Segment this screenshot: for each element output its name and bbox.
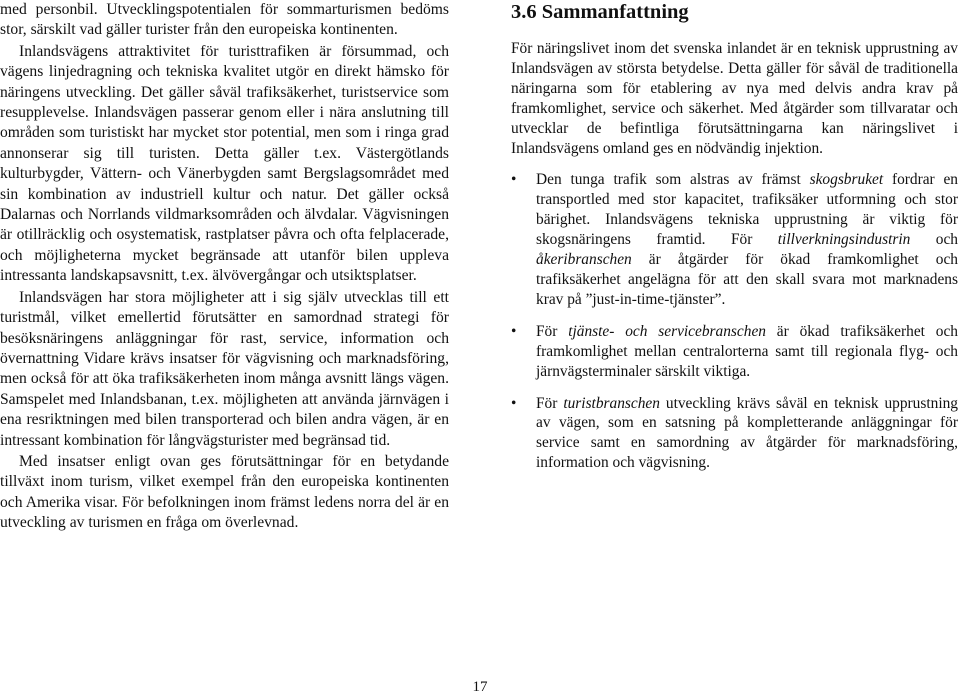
bullet-icon: •: [511, 322, 517, 340]
list-item-text: Den tunga trafik som alstras av främst: [536, 171, 810, 189]
list-item-emphasis: turistbranschen: [563, 394, 660, 412]
paragraph-2: Inlandsvägens attraktivitet för turisttrafiken är försummad, och vägens linjedragning och tekniska kvalitet utgör en direkt hämsko för näringens utveckling. Det gäller såväl trafiksäkerhet, turistservice som resupplevelse. Inlandsvägen passerar genom eller i nära anslutning till områden som turistiskt har mycket stor potential, men som i ringa grad annonserar sig till turisten. Detta gäller t.ex. Västergötlands kulturbygder, Vättern- och Vänerbygden samt Bergslagsområdet med sin kombination av industriell kultur och natur. Det gäller också Dalarnas och Norrlands vildmarksområden och älvdalar. Vägvisningen är otillräcklig och osystematisk, rastplatser påvra och ofta felplacerade, och möjligheterna mycket begränsade att utanför bilen uppleva intressanta landskapsavsnitt, t.ex. älvövergångar och utsiktsplatser.: [0, 42, 449, 285]
list-item: [511, 170, 958, 309]
bullet-icon: •: [511, 394, 517, 412]
paragraph-4: Med insatser enligt ovan ges förutsättningar för en betydande tillväxt inom turism, vilket exempel från den europeiska kontinenten och Amerika visar. För befolkningen inom främst ledens norra del är en utveckling av turismen en fråga om överlevnad.: [0, 452, 449, 532]
list-item: [511, 394, 958, 474]
summary-intro: För näringslivet inom det svenska inlandet är en teknisk upprustning av Inlandsvägen av största betydelse. Detta gäller för såväl de traditionella näringarna som för etablering av nya med delvis andra krav på framkomlighet, service och säkerhet. Med åtgärder som tillvaratar och utvecklar de befintliga förutsättningarna kan näringslivet i Inlandsvägens omland ges en nödvändig injektion.: [511, 40, 958, 157]
right-column: [511, 0, 958, 473]
list-item-emphasis: åkeribranschen: [536, 251, 632, 269]
list-item-emphasis: tjänste- och servicebranschen: [568, 322, 766, 340]
page-number: 17: [472, 679, 488, 695]
list-item-emphasis: tillverkningsindustrin: [777, 231, 911, 249]
bullet-icon: •: [511, 171, 517, 189]
list-item-text: För: [536, 394, 564, 412]
list-item: [511, 322, 958, 382]
list-item-text: och: [910, 231, 958, 249]
list-item-text: är ökad trafiksäkerhet och framkomlighet mellan centralorterna samt till regionala flyg- och järnvägsterminaler särskilt viktiga.: [536, 322, 958, 380]
paragraph-3: Inlandsvägen har stora möjligheter att i sig själv utvecklas till ett turistmål, vilket emellertid förutsätter en samordnad strategi för besöksnäringens anläggningar för rast, service, information och övernattning Vidare krävs insatser för vägvisning och marknadsföring, men också för att öka trafiksäkerheten inom många avsnitt längs vägen. Samspelet med Inlandsbanan, t.ex. möjligheten att använda järnvägen i ena resriktningen med bilen transporterad och bilen andra vägen, är en intressant kombination för långvägsturister med begränsad tid.: [0, 288, 449, 449]
list-item-emphasis: skogsbruket: [809, 171, 884, 189]
list-item-text: är åtgärder för ökad framkomlighet och trafiksäkerhet angelägna för att den skall svara mot marknadens krav på ”just-in-time-tjänster”.: [536, 251, 958, 308]
list-item-text: För: [536, 322, 569, 340]
section-heading: 3.6 Sammanfattning: [511, 1, 689, 23]
paragraph-1: med personbil. Utvecklingspotentialen för sommarturismen bedöms stor, särskilt vad gäller turister från den europeiska kontinenten.: [0, 1, 449, 39]
list-item-text: fordrar en transportled med stor kapacitet, trafiksäker utformning och stor bärighet. Inlandsvägens tekniska upprustning är viktig för skogsnäringens framtid. För: [536, 171, 958, 249]
summary-bullet-list: [511, 170, 958, 473]
left-column: [0, 0, 449, 534]
list-item-text: utveckling krävs såväl en teknisk upprustning av vägen, som en satsning på kompletterande anläggningar för service samt en samordning av åtgärder för marknadsföring, information och vägvisning.: [536, 394, 959, 472]
